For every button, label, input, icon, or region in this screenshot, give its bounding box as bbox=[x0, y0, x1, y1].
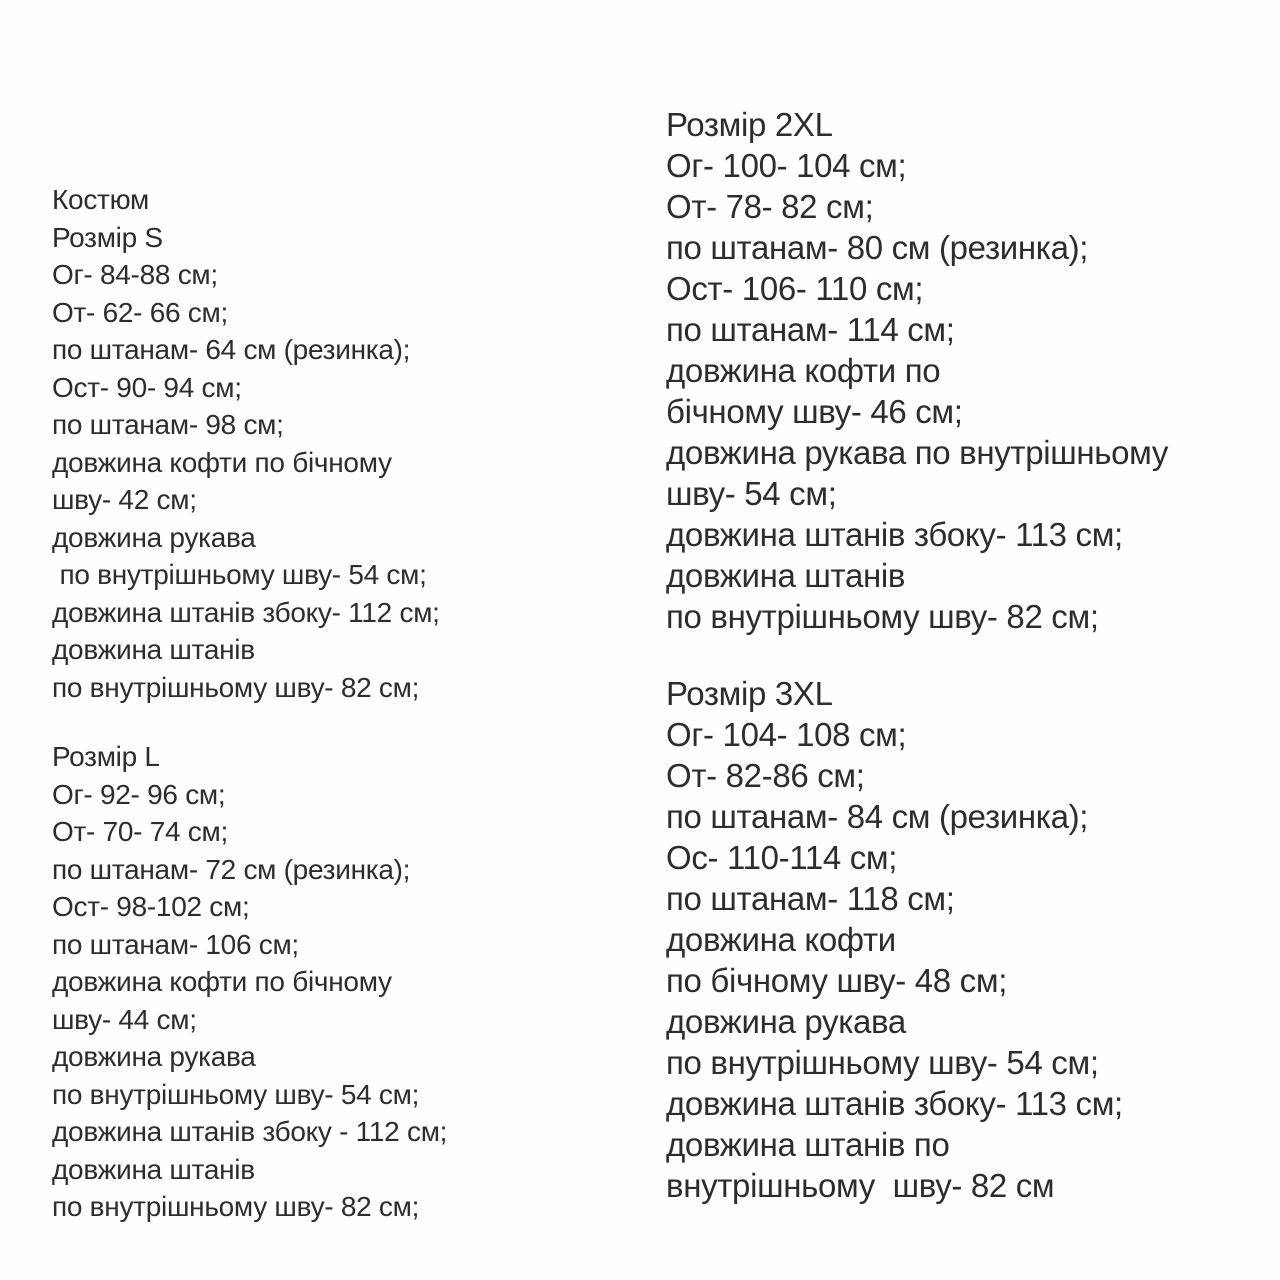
text-line: по штанам- 64 см (резинка); bbox=[52, 334, 411, 365]
text-line: довжина кофти по бічному bbox=[52, 966, 392, 997]
text-line: Ог- 92- 96 см; bbox=[52, 778, 226, 810]
text-line: по внутрішньому шву- 82 см; bbox=[52, 671, 420, 703]
text-line: по штанам- 72 см (резинка); bbox=[52, 853, 411, 885]
text-line: Ос- 110-114 см; bbox=[666, 839, 898, 876]
text-line: От- 62- 66 см; bbox=[52, 296, 228, 328]
text-line: шву- 42 см; bbox=[52, 484, 197, 515]
text-line: по штанам- 84 см (резинка); bbox=[666, 798, 1089, 835]
text-line: Костюм bbox=[52, 184, 149, 215]
text-line: довжина штанів bbox=[52, 634, 255, 665]
section-size-l bbox=[52, 738, 447, 1226]
text-line: От- 70- 74 см; bbox=[52, 816, 228, 847]
text-line: шву- 44 см; bbox=[52, 1003, 197, 1035]
text-line: Розмір S bbox=[52, 221, 163, 253]
text-line: От- 82-86 см; bbox=[666, 757, 865, 794]
text-line: Ог- 100- 104 см; bbox=[666, 147, 907, 184]
text-line: довжина штанів збоку - 112 см; bbox=[52, 1116, 448, 1147]
text-line: Розмір 3XL bbox=[666, 675, 833, 712]
text-line: довжина рукава по внутрішньому bbox=[666, 434, 1169, 471]
text-line: Розмір L bbox=[52, 741, 160, 772]
text-line: Ост- 106- 110 см; bbox=[666, 270, 924, 307]
section-size-3xl bbox=[666, 673, 1168, 1206]
text-line: бічному шву- 46 см; bbox=[666, 393, 963, 430]
text-line: по внутрішньому шву- 82 см; bbox=[52, 1191, 420, 1222]
text-line: довжина штанів збоку- 113 см; bbox=[666, 516, 1123, 553]
text-line: довжина штанів bbox=[52, 1153, 255, 1185]
text-line: по бічному шву- 48 см; bbox=[666, 962, 1008, 999]
text-line: довжина кофти по бічному bbox=[52, 446, 392, 478]
text-line: довжина кофти по bbox=[666, 352, 941, 389]
text-line: Ог- 104- 108 см; bbox=[666, 716, 907, 753]
text-line: по штанам- 106 см; bbox=[52, 928, 299, 960]
column-right bbox=[666, 104, 1168, 1206]
text-line: по внутрішньому шву- 54 см; bbox=[52, 559, 427, 590]
text-line: Ост- 90- 94 см; bbox=[52, 371, 242, 403]
text-line: довжина штанів по bbox=[666, 1126, 950, 1163]
text-line: по штанам- 118 см; bbox=[666, 880, 955, 917]
text-line: довжина рукава bbox=[52, 1041, 256, 1072]
text-line: по штанам- 80 см (резинка); bbox=[666, 229, 1089, 266]
text-line: Ог- 84-88 см; bbox=[52, 259, 218, 290]
text-line: Ост- 98-102 см; bbox=[52, 891, 250, 922]
column-left bbox=[52, 181, 447, 1226]
text-line: по внутрішньому шву- 54 см; bbox=[666, 1044, 1099, 1081]
text-line: по штанам- 98 см; bbox=[52, 409, 284, 440]
text-line: по штанам- 114 см; bbox=[666, 311, 955, 348]
text-line: Розмір 2XL bbox=[666, 106, 833, 143]
text-line: довжина рукава bbox=[666, 1003, 906, 1040]
text-line: довжина штанів bbox=[666, 557, 906, 594]
text-line: по внутрішньому шву- 82 см; bbox=[666, 598, 1099, 635]
text-line: довжина кофти bbox=[666, 921, 896, 958]
text-line: довжина штанів збоку- 113 см; bbox=[666, 1085, 1123, 1122]
text-line: шву- 54 см; bbox=[666, 475, 837, 512]
text-line: довжина штанів збоку- 112 см; bbox=[52, 596, 440, 628]
section-size-2xl bbox=[666, 104, 1168, 637]
text-line: От- 78- 82 см; bbox=[666, 188, 874, 225]
section-size-s bbox=[52, 181, 447, 706]
text-line: по внутрішньому шву- 54 см; bbox=[52, 1078, 420, 1110]
text-line: внутрішньому шву- 82 см bbox=[666, 1167, 1055, 1204]
text-line: довжина рукава bbox=[52, 521, 256, 553]
